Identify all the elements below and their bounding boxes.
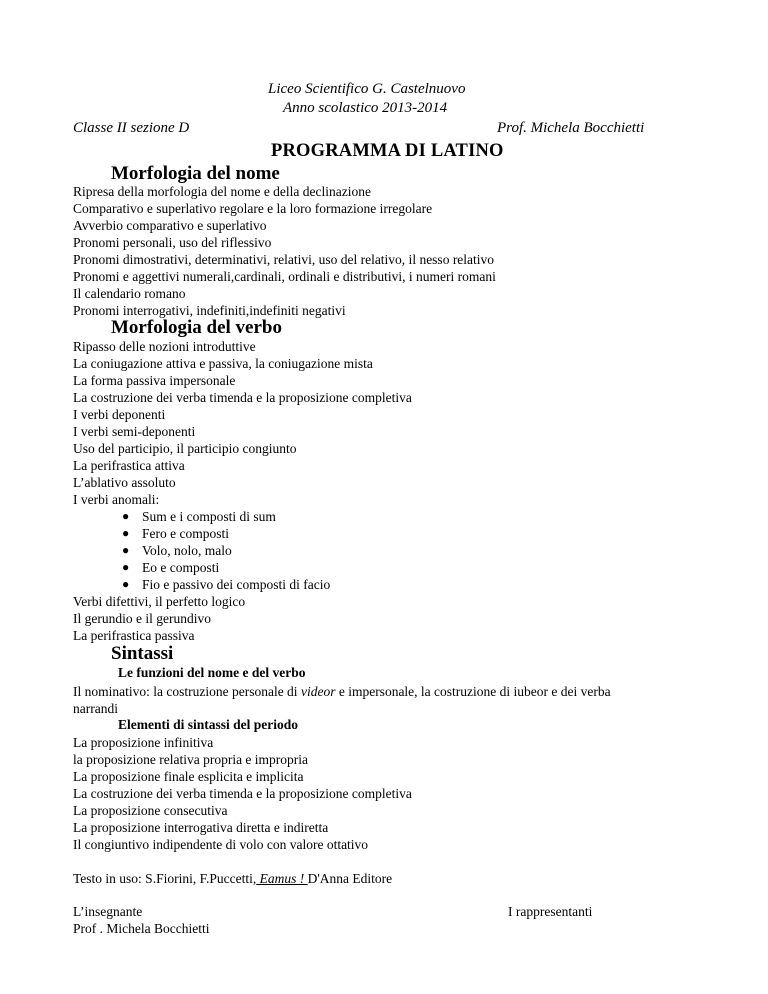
nominativo-text: Il nominativo: la costruzione personale di <box>73 684 301 699</box>
list-item: I verbi deponenti <box>73 407 166 422</box>
textbook-publisher: D'Anna Editore <box>307 871 393 886</box>
bullet-icon: ● <box>122 560 130 574</box>
list-item: La proposizione interrogativa diretta e indiretta <box>73 820 329 835</box>
bullet-icon: ● <box>122 509 130 523</box>
list-item: I verbi anomali: <box>73 492 160 507</box>
list-item: L’ablativo assoluto <box>73 475 176 490</box>
bullet-text: Volo, nolo, malo <box>142 543 232 558</box>
list-item: Comparativo e superlativo regolare e la loro formazione irregolare <box>73 201 433 216</box>
list-item: Il calendario romano <box>73 286 186 301</box>
bullet-icon: ● <box>122 577 130 591</box>
paragraph-nominativo-cont: narrandi <box>73 701 118 716</box>
list-item: Pronomi dimostrativi, determinativi, relativi, uso del relativo, il nesso relativo <box>73 252 495 267</box>
list-item: Verbi difettivi, il perfetto logico <box>73 594 246 609</box>
bullet-icon: ● <box>122 543 130 557</box>
bullet-item <box>122 525 229 542</box>
list-item: I verbi semi-deponenti <box>73 424 196 439</box>
paragraph-nominativo <box>73 683 611 700</box>
list-item: Uso del participio, il participio congiunto <box>73 441 297 456</box>
list-item: La costruzione dei verba timenda e la proposizione completiva <box>73 786 412 801</box>
list-item: Il gerundio e il gerundivo <box>73 611 211 626</box>
footer-teacher-name: Prof . Michela Bocchietti <box>73 921 210 936</box>
textbook-title: Eamus ! <box>256 871 308 886</box>
page-title: PROGRAMMA DI LATINO <box>271 141 504 161</box>
list-item: Pronomi e aggettivi numerali,cardinali, ordinali e distributivi, i numeri romani <box>73 269 496 284</box>
list-item: La costruzione dei verba timenda e la proposizione completiva <box>73 390 412 405</box>
list-item: La forma passiva impersonale <box>73 373 236 388</box>
list-item: Pronomi personali, uso del riflessivo <box>73 235 272 250</box>
list-item: Avverbio comparativo e superlativo <box>73 218 267 233</box>
bullet-text: Eo e composti <box>142 560 220 575</box>
nominativo-italic: videor <box>300 684 336 699</box>
list-item: La proposizione consecutiva <box>73 803 228 818</box>
textbook-authors: Testo in uso: S.Fiorini, F.Puccetti, <box>73 871 257 886</box>
school-name: Liceo Scientifico G. Castelnuovo <box>268 81 466 97</box>
list-item: Pronomi interrogativi, indefiniti,indefiniti negativi <box>73 303 346 318</box>
subheading-periodo: Elementi di sintassi del periodo <box>118 717 299 732</box>
textbook-line <box>73 870 392 887</box>
bullet-text: Fero e composti <box>142 526 229 541</box>
bullet-text: Fio e passivo dei composti di facio <box>142 577 331 592</box>
teacher-name: Prof. Michela Bocchietti <box>497 120 645 136</box>
bullet-item <box>122 542 232 559</box>
list-item: Ripresa della morfologia del nome e della declinazione <box>73 184 372 199</box>
bullet-icon: ● <box>122 526 130 540</box>
list-item: La coniugazione attiva e passiva, la coniugazione mista <box>73 356 373 371</box>
school-year: Anno scolastico 2013-2014 <box>283 100 448 116</box>
class-label: Classe II sezione D <box>73 120 190 136</box>
footer-representatives: I rappresentanti <box>508 904 593 919</box>
list-item: La proposizione finale esplicita e implicita <box>73 769 304 784</box>
list-item: Il congiuntivo indipendente di volo con valore ottativo <box>73 837 369 852</box>
bullet-text: Sum e i composti di sum <box>142 509 276 524</box>
section-heading-sintassi: Sintassi <box>111 643 174 664</box>
list-item: La proposizione infinitiva <box>73 735 214 750</box>
footer-teacher-label: L’insegnante <box>73 904 143 919</box>
nominativo-text-end: e impersonale, la costruzione di iubeor e dei verba <box>335 684 611 699</box>
section-heading-verbo: Morfologia del verbo <box>111 317 282 338</box>
section-heading-nome: Morfologia del nome <box>111 163 280 184</box>
bullet-item <box>122 576 331 593</box>
bullet-item <box>122 559 220 576</box>
list-item: la proposizione relativa propria e impropria <box>73 752 309 767</box>
bullet-item <box>122 508 276 525</box>
list-item: La perifrastica passiva <box>73 628 195 643</box>
list-item: La perifrastica attiva <box>73 458 185 473</box>
subheading-funzioni: Le funzioni del nome e del verbo <box>118 665 306 680</box>
list-item: Ripasso delle nozioni introduttive <box>73 339 256 354</box>
